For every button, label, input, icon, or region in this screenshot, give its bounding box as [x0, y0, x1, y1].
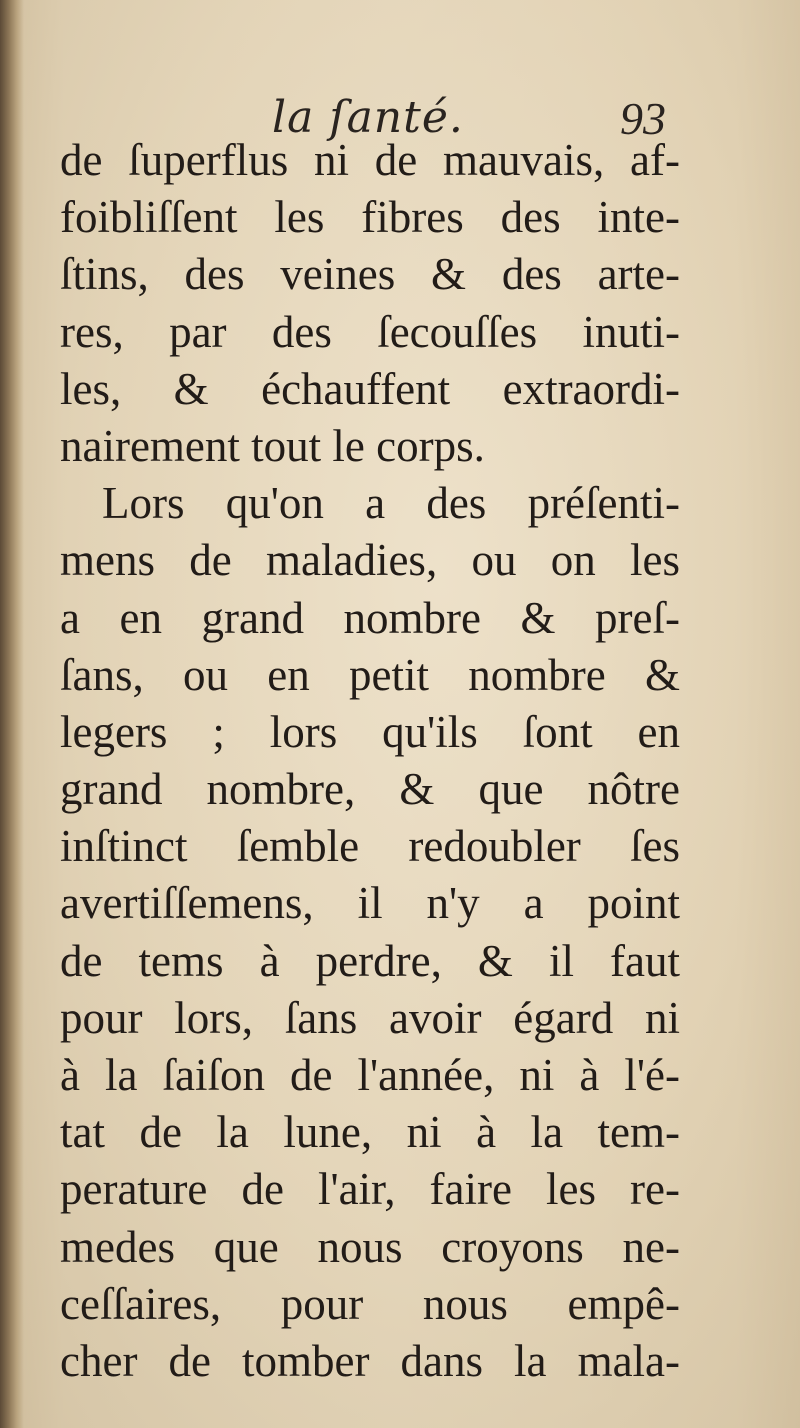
paragraph-start-line: Lors qu'on a des préſenti- [102, 478, 680, 529]
text-line: medes que nous croyons ne- [60, 1221, 680, 1272]
text-line: avertiſſemens, il n'y a point [60, 878, 680, 929]
text-line: grand nombre, & que nôtre [60, 764, 680, 815]
paragraph-end-line: nairement tout le corps. [60, 420, 485, 471]
text-line: tat de la lune, ni à la tem- [60, 1107, 680, 1158]
text-line: ſans, ou en petit nombre & [60, 649, 680, 700]
text-line: res, par des ſecouſſes inuti- [60, 306, 680, 357]
text-line: de ſuperflus ni de mauvais, af- [60, 135, 680, 185]
text-line: les, & échauffent extraordi- [60, 363, 680, 414]
text-line: mens de maladies, ou on les [60, 535, 680, 586]
text-line: pour lors, ſans avoir égard ni [60, 992, 680, 1043]
text-line: perature de l'air, faire les re- [60, 1164, 680, 1215]
text-line: ſtins, des veines & des arte- [60, 249, 680, 300]
text-line: à la ſaiſon de l'année, ni à l'é- [60, 1050, 680, 1100]
text-line: a en grand nombre & preſ- [60, 592, 680, 643]
text-line: foibliſſent les fibres des inte- [60, 192, 680, 243]
book-binding-edge [0, 0, 24, 1428]
text-line: legers ; lors qu'ils ſont en [60, 706, 680, 757]
text-line: ceſſaires, pour nous empê- [60, 1278, 680, 1329]
page-number: 93 [620, 93, 666, 144]
text-line: inſtinct ſemble redoubler ſes [60, 821, 680, 872]
text-line: de tems à perdre, & il faut [60, 935, 680, 986]
text-line: cher de tomber dans la mala- [60, 1335, 680, 1386]
body-text [60, 132, 680, 1390]
running-title: la ſanté. [272, 92, 464, 143]
